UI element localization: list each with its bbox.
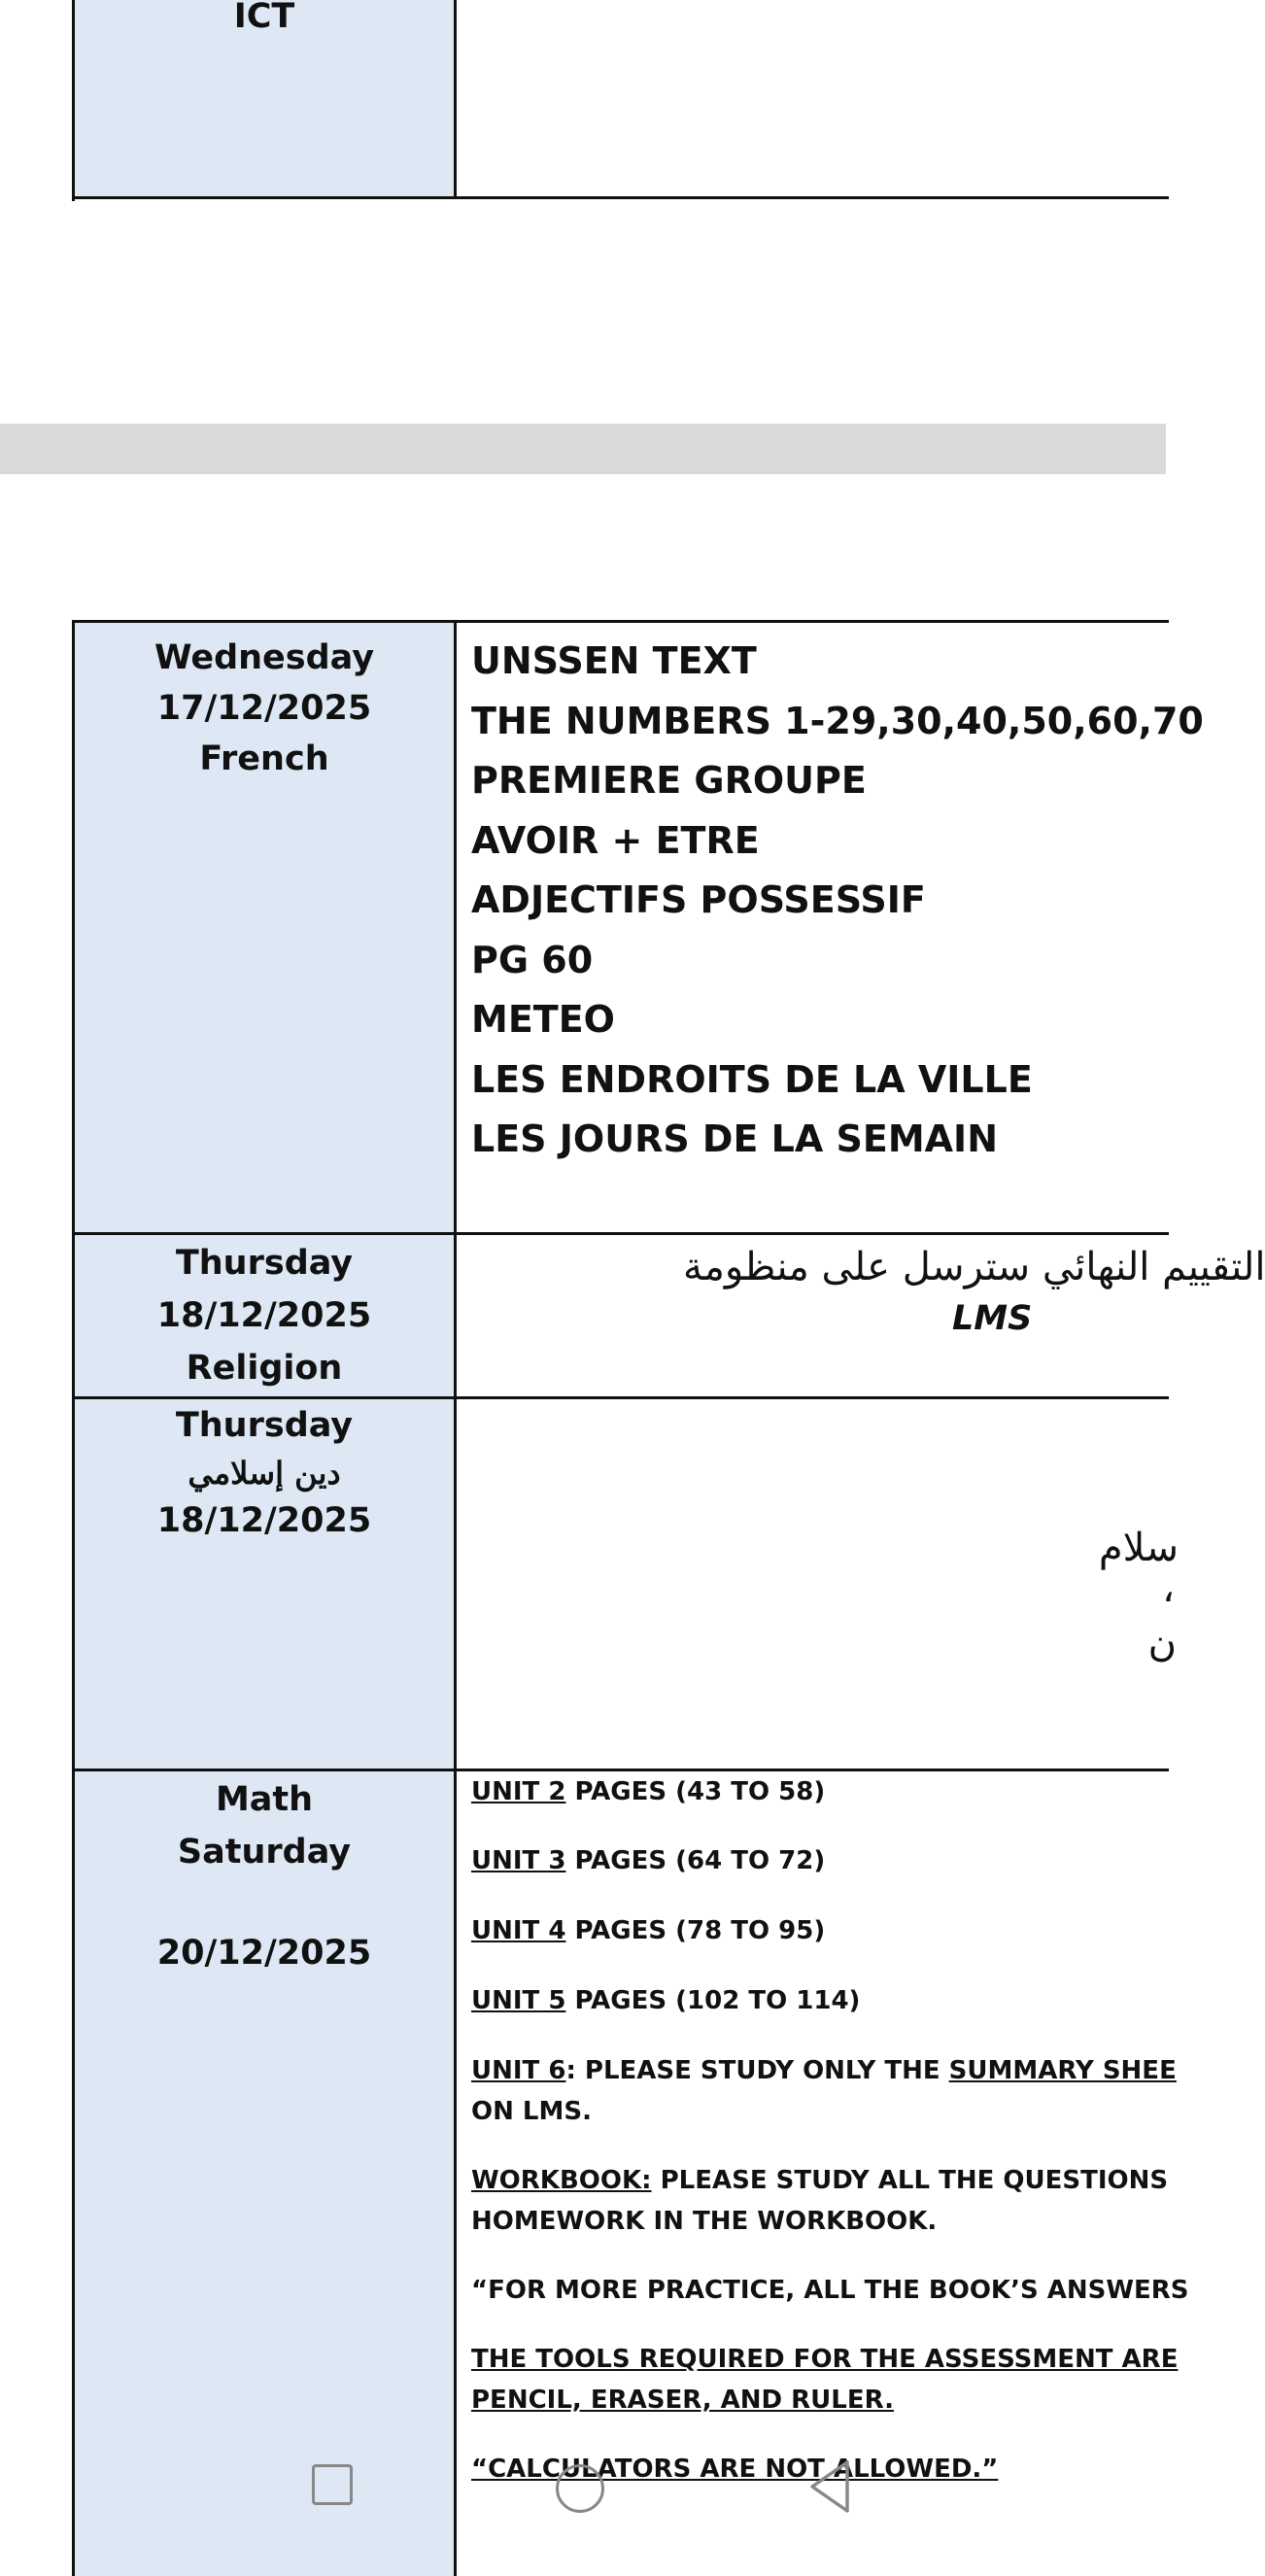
french-day-cell [75, 623, 457, 1232]
french-topic: LES ENDROITS DE LA VILLE [471, 1057, 1033, 1101]
home-button[interactable] [556, 2464, 604, 2513]
french-topics-cell [460, 623, 1204, 1241]
religion-date: 18/12/2025 [156, 1296, 372, 1335]
french-topic: PG 60 [471, 938, 594, 981]
islamic-day: Thursday [175, 1406, 354, 1445]
recent-apps-button[interactable] [312, 2464, 353, 2505]
math-item-continued: ON LMS. [471, 2097, 592, 2126]
spacer [75, 1878, 454, 1927]
horizontal-scrollbar[interactable] [0, 424, 1166, 474]
french-topic: LES JOURS DE LA SEMAIN [471, 1117, 999, 1160]
french-topic: METEO [471, 998, 615, 1041]
math-item-continued: HOMEWORK IN THE WORKBOOK. [471, 2207, 938, 2236]
islamic-subject-arabic: دين إسلامي [188, 1455, 341, 1492]
math-item: “CALCULATORS ARE NOT ALLOWED.” [471, 2455, 999, 2484]
math-day-cell [75, 1771, 457, 2576]
math-subject: Math [215, 1780, 314, 1819]
math-item: UNIT 5 PAGES (102 TO 114) [471, 1986, 861, 2015]
french-day: Wednesday [154, 638, 375, 677]
back-icon[interactable] [806, 2458, 853, 2515]
religion-subject: Religion [186, 1349, 343, 1388]
math-item: UNIT 3 PAGES (64 TO 72) [471, 1846, 826, 1875]
ict-cell [75, 0, 457, 198]
french-topic: UNSSEN TEXT [471, 639, 757, 682]
french-topic: PREMIERE GROUPE [471, 759, 867, 802]
math-content-cell [460, 1771, 1189, 2576]
religion-note-cell [460, 1235, 1265, 1396]
top-table [72, 0, 1169, 201]
french-topic: AVOIR + ETRE [471, 818, 760, 862]
math-item: UNIT 6: PLEASE STUDY ONLY THE SUMMARY SHEE [471, 2056, 1177, 2085]
french-topic: ADJECTIFS POSSESSIF [471, 878, 926, 921]
french-date: 17/12/2025 [156, 689, 372, 728]
islamic-line: ، [1162, 1566, 1175, 1611]
islamic-date: 18/12/2025 [156, 1501, 372, 1540]
religion-note-lms: LMS [952, 1299, 1033, 1338]
math-item: WORKBOOK: PLEASE STUDY ALL THE QUESTIONS [471, 2166, 1169, 2195]
math-day: Saturday [177, 1833, 352, 1872]
french-topic: THE NUMBERS 1-29,30,40,50,60,70 [471, 699, 1204, 742]
islamic-line: ن [1147, 1621, 1177, 1666]
french-subject: French [199, 739, 329, 778]
religion-day-cell [75, 1235, 457, 1396]
math-item: THE TOOLS REQUIRED FOR THE ASSESSMENT ARE [471, 2345, 1179, 2374]
islamic-day-cell [75, 1399, 457, 1769]
religion-note-arabic: التقييم النهائي سترسل على منظومة [683, 1245, 1265, 1289]
islamic-content-cell [460, 1399, 1179, 1769]
religion-day: Thursday [175, 1244, 354, 1283]
math-item: “FOR MORE PRACTICE, ALL THE BOOK’S ANSWERS [471, 2276, 1189, 2305]
math-date: 20/12/2025 [156, 1934, 372, 1973]
islamic-line: سلام [1098, 1526, 1179, 1570]
math-item-continued: PENCIL, ERASER, AND RULER. [471, 2386, 895, 2415]
top-table-bottom-border [75, 196, 1169, 199]
math-item: UNIT 4 PAGES (78 TO 95) [471, 1916, 826, 1945]
ict-subject: ICT [233, 0, 295, 36]
schedule-table [72, 620, 1265, 2576]
math-item: UNIT 2 PAGES (43 TO 58) [471, 1777, 826, 1806]
